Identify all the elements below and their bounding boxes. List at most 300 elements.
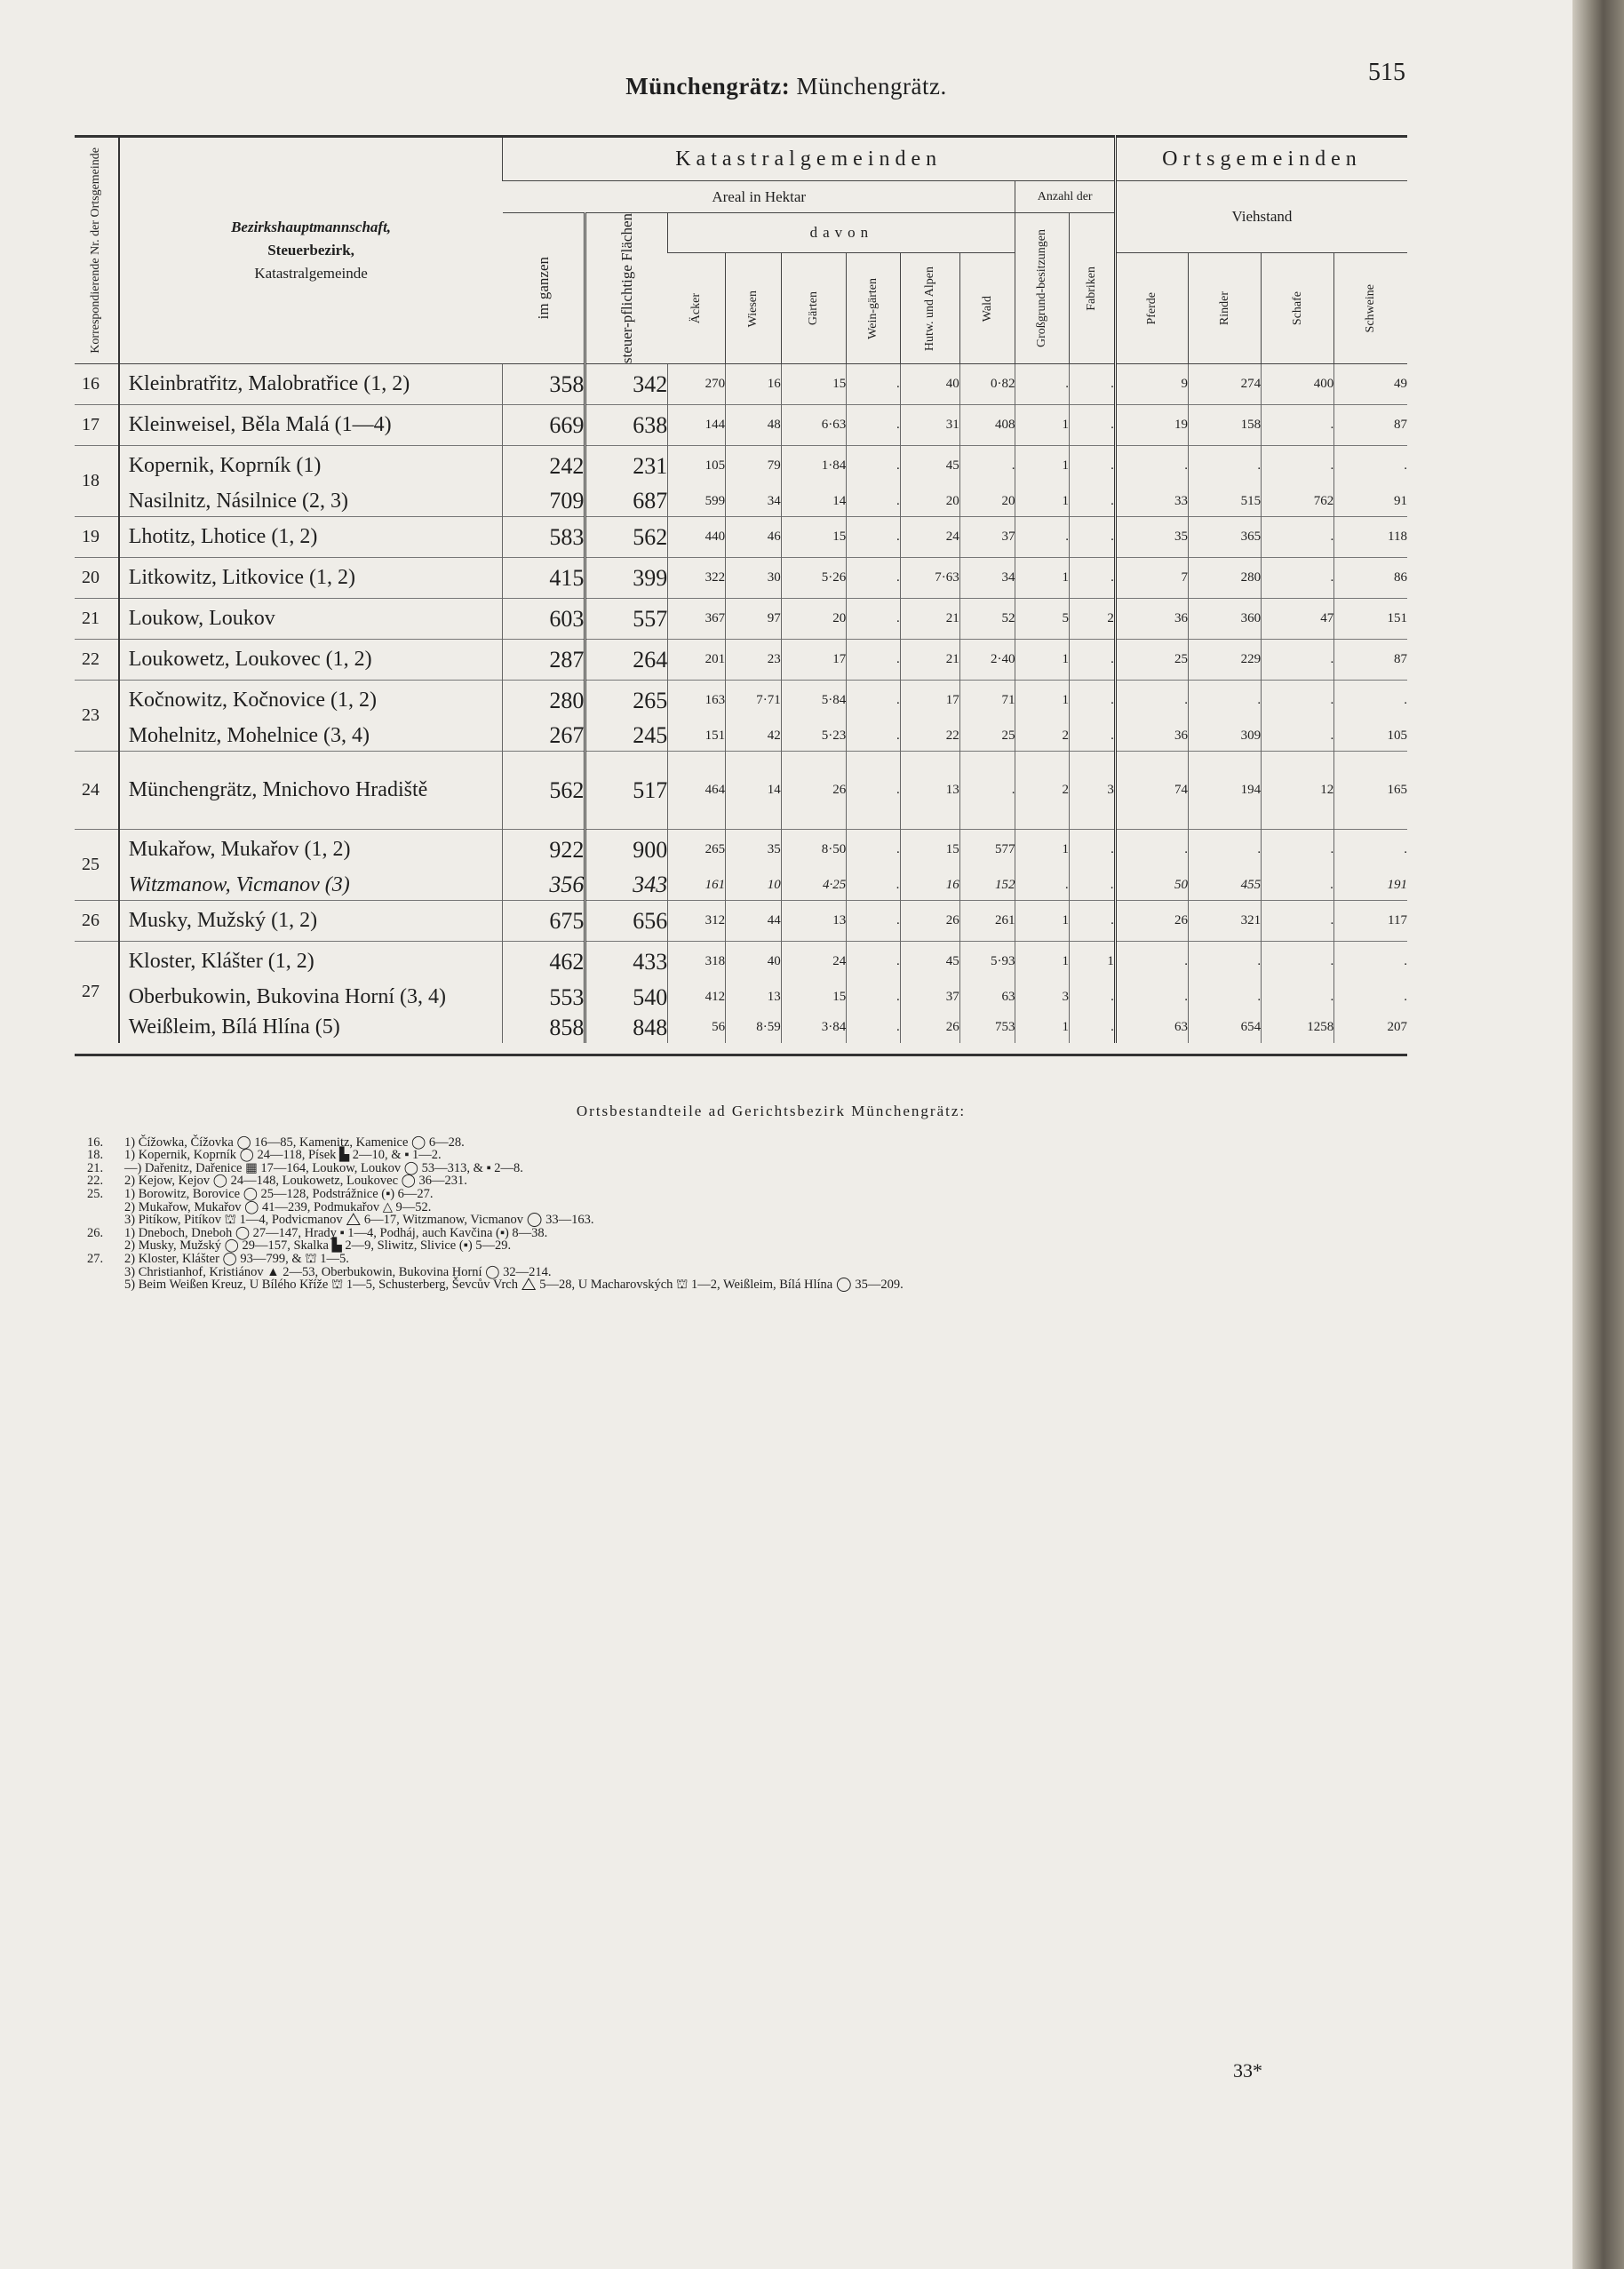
value-cell: . <box>1262 830 1334 871</box>
col-hutweiden: Hutw. und Alpen <box>900 253 959 364</box>
table-row <box>75 446 1407 487</box>
footnote-line <box>87 1253 1455 1266</box>
value-cell: 13 <box>900 752 959 830</box>
value-cell: . <box>1069 721 1115 752</box>
value-cell: . <box>1069 487 1115 517</box>
katastral-group-header: Katastralgemeinden <box>503 137 1115 181</box>
value-cell: 1·84 <box>781 446 846 487</box>
value-cell: . <box>847 1013 901 1043</box>
value-cell: . <box>1069 446 1115 487</box>
value-cell: 207 <box>1334 1013 1407 1043</box>
col-schafe: Schafe <box>1262 253 1334 364</box>
value-cell: . <box>1189 681 1262 721</box>
footer-mark: 33* <box>1233 2059 1262 2082</box>
value-cell: 1 <box>1015 830 1070 871</box>
value-cell: 14 <box>726 752 782 830</box>
value-cell: 20 <box>959 487 1015 517</box>
value-cell: 105 <box>1334 721 1407 752</box>
row-number: 22 <box>75 640 119 681</box>
area-cell: 264 <box>585 640 668 681</box>
footnote-key: 21. <box>87 1160 104 1175</box>
footnotes-list <box>87 1136 1455 1292</box>
vieh-group-header: Viehstand <box>1115 181 1407 253</box>
value-cell: 50 <box>1115 871 1188 901</box>
value-cell: 10 <box>726 871 782 901</box>
table-body <box>75 364 1407 1055</box>
footnote-key: 27. <box>87 1251 104 1266</box>
value-cell: 1 <box>1015 942 1070 983</box>
value-cell: . <box>1262 871 1334 901</box>
value-cell: 1 <box>1015 487 1070 517</box>
value-cell: 36 <box>1115 721 1188 752</box>
value-cell: 1 <box>1015 681 1070 721</box>
footnote-line <box>87 1162 1455 1175</box>
value-cell: 3·84 <box>781 1013 846 1043</box>
row-number: 23 <box>75 681 119 752</box>
footnote-text: 2) Kejow, Kejov ◯ 24—148, Loukowetz, Loukovec ◯ 36—231. <box>124 1174 467 1189</box>
col-grossgrund: Großgrund-besitzungen <box>1015 213 1070 364</box>
value-cell: 515 <box>1189 487 1262 517</box>
value-cell: 87 <box>1334 405 1407 446</box>
value-cell: 0·82 <box>959 364 1015 405</box>
value-cell: 280 <box>1189 558 1262 599</box>
value-cell: 6·63 <box>781 405 846 446</box>
value-cell: . <box>1069 1013 1115 1043</box>
value-cell: 654 <box>1189 1013 1262 1043</box>
footnotes <box>87 1105 1455 1292</box>
area-cell: 669 <box>503 405 585 446</box>
value-cell: 23 <box>726 640 782 681</box>
col-fabriken: Fabriken <box>1069 213 1115 364</box>
footnote-text: 3) Christianhof, Kristiánov ▲ 2—53, Oberbukowin, Bukovina Horní ◯ 32—214. <box>124 1264 552 1279</box>
district-name: Oberbukowin, Bukovina Horní (3, 4) <box>119 983 503 1013</box>
table-row <box>75 681 1407 721</box>
value-cell: 1 <box>1015 446 1070 487</box>
value-cell: 194 <box>1189 752 1262 830</box>
value-cell: 753 <box>959 1013 1015 1043</box>
value-cell: . <box>1334 830 1407 871</box>
area-cell: 287 <box>503 640 585 681</box>
footnote-text: 1) Dneboch, Dneboh ◯ 27—147, Hrady ▪ 1—4, Podháj, auch Kavčina (▪) 8—38. <box>124 1225 548 1240</box>
value-cell: 2 <box>1015 721 1070 752</box>
value-cell: 87 <box>1334 640 1407 681</box>
value-cell: 63 <box>959 983 1015 1013</box>
row-number: 18 <box>75 446 119 517</box>
value-cell: 91 <box>1334 487 1407 517</box>
value-cell: 47 <box>1262 599 1334 640</box>
value-cell: . <box>847 405 901 446</box>
value-cell: 5·26 <box>781 558 846 599</box>
row-number: 24 <box>75 752 119 830</box>
table-row <box>75 364 1407 405</box>
footnote-key: 26. <box>87 1225 104 1240</box>
nr-header: Korrespondierende Nr. der Ortsgemeinde <box>75 137 119 364</box>
scan-edge <box>1572 0 1624 2269</box>
value-cell: . <box>1262 942 1334 983</box>
area-cell: 557 <box>585 599 668 640</box>
value-cell: 42 <box>726 721 782 752</box>
value-cell: 408 <box>959 405 1015 446</box>
value-cell: . <box>959 752 1015 830</box>
value-cell: 25 <box>1115 640 1188 681</box>
value-cell: 5·23 <box>781 721 846 752</box>
value-cell: 191 <box>1334 871 1407 901</box>
district-name: Kloster, Klášter (1, 2) <box>119 942 503 983</box>
table-row <box>75 405 1407 446</box>
value-cell: 400 <box>1262 364 1334 405</box>
value-cell: 13 <box>726 983 782 1013</box>
value-cell: . <box>1189 983 1262 1013</box>
value-cell: 34 <box>726 487 782 517</box>
value-cell: . <box>1262 446 1334 487</box>
table-row <box>75 558 1407 599</box>
value-cell: 79 <box>726 446 782 487</box>
footnote-key: 25. <box>87 1186 104 1201</box>
value-cell: . <box>847 752 901 830</box>
area-cell: 848 <box>585 1013 668 1043</box>
value-cell: . <box>847 558 901 599</box>
col-pferde: Pferde <box>1115 253 1188 364</box>
orts-group-header: Ortsgemeinden <box>1115 137 1407 181</box>
value-cell: 599 <box>668 487 726 517</box>
value-cell: 270 <box>668 364 726 405</box>
value-cell: . <box>847 871 901 901</box>
value-cell: . <box>847 983 901 1013</box>
value-cell: . <box>1189 942 1262 983</box>
value-cell: 20 <box>781 599 846 640</box>
district-name: Mukařow, Mukařov (1, 2) <box>119 830 503 871</box>
value-cell: 201 <box>668 640 726 681</box>
table-row <box>75 752 1407 830</box>
page-number: 515 <box>1368 59 1405 86</box>
value-cell: 52 <box>959 599 1015 640</box>
footnote-text: 1) Borowitz, Borovice ◯ 25—128, Podstrážnice (▪) 6—27. <box>124 1186 434 1201</box>
value-cell: 229 <box>1189 640 1262 681</box>
value-cell: . <box>1262 558 1334 599</box>
value-cell: . <box>1334 942 1407 983</box>
value-cell: 36 <box>1115 599 1188 640</box>
value-cell: 40 <box>726 942 782 983</box>
value-cell: 22 <box>900 721 959 752</box>
area-cell: 517 <box>585 752 668 830</box>
statistics-table <box>75 135 1407 1056</box>
value-cell: 17 <box>781 640 846 681</box>
footnote-text: 5) Beim Weißen Kreuz, U Bílého Kříže ⛫ 1—5, Schusterberg, Ševcův Vrch △ 5—28, U Macharovských ⛫ 1—2, Weißleim, Bílá Hlína ◯ 35—209. <box>124 1278 904 1293</box>
value-cell: 274 <box>1189 364 1262 405</box>
footnote-text: 1) Kopernik, Koprník ◯ 24—118, Písek ▙ 2—10, & ▪ 1—2. <box>124 1148 442 1163</box>
value-cell: . <box>1262 901 1334 942</box>
value-cell: . <box>847 446 901 487</box>
value-cell: . <box>1069 640 1115 681</box>
value-cell: 35 <box>726 830 782 871</box>
value-cell: . <box>847 517 901 558</box>
area-cell: 356 <box>503 871 585 901</box>
area-cell: 562 <box>585 517 668 558</box>
footnote-line <box>87 1201 1455 1214</box>
value-cell: . <box>1262 517 1334 558</box>
value-cell: 7·63 <box>900 558 959 599</box>
value-cell: . <box>1189 446 1262 487</box>
district-name: Litkowitz, Litkovice (1, 2) <box>119 558 503 599</box>
row-number: 27 <box>75 942 119 1043</box>
areal-group-header: Areal in Hektar <box>503 181 1015 213</box>
value-cell: . <box>1189 830 1262 871</box>
value-cell: 365 <box>1189 517 1262 558</box>
value-cell: 63 <box>1115 1013 1188 1043</box>
value-cell: . <box>847 599 901 640</box>
col-weingaerten: Wein-gärten <box>847 253 901 364</box>
value-cell: . <box>847 640 901 681</box>
value-cell: 20 <box>900 487 959 517</box>
area-cell: 675 <box>503 901 585 942</box>
district-name: Kopernik, Koprník (1) <box>119 446 503 487</box>
value-cell: . <box>847 830 901 871</box>
value-cell: . <box>847 901 901 942</box>
value-cell: 3 <box>1015 983 1070 1013</box>
value-cell: . <box>1334 681 1407 721</box>
area-cell: 900 <box>585 830 668 871</box>
col-wald: Wald <box>959 253 1015 364</box>
footnote-text: 1) Čížowka, Čížovka ◯ 16—85, Kamenitz, Kamenice ◯ 6—28. <box>124 1134 465 1150</box>
footnote-line <box>87 1188 1455 1201</box>
district-name: Weißleim, Bílá Hlína (5) <box>119 1013 503 1043</box>
value-cell: 26 <box>1115 901 1188 942</box>
value-cell: 74 <box>1115 752 1188 830</box>
col-wiesen: Wiesen <box>726 253 782 364</box>
value-cell: 45 <box>900 942 959 983</box>
row-number: 21 <box>75 599 119 640</box>
table-row <box>75 517 1407 558</box>
value-cell: 26 <box>900 1013 959 1043</box>
col-im-ganzen: im ganzen <box>503 213 585 364</box>
table-row <box>75 983 1407 1013</box>
value-cell: . <box>1262 721 1334 752</box>
district-name: Kleinweisel, Běla Malá (1—4) <box>119 405 503 446</box>
area-cell: 265 <box>585 681 668 721</box>
district-name: Mohelnitz, Mohelnice (3, 4) <box>119 721 503 752</box>
value-cell: 165 <box>1334 752 1407 830</box>
value-cell: 321 <box>1189 901 1262 942</box>
value-cell: 412 <box>668 983 726 1013</box>
page-title <box>0 73 1572 100</box>
area-cell: 343 <box>585 871 668 901</box>
value-cell: 265 <box>668 830 726 871</box>
value-cell: 163 <box>668 681 726 721</box>
value-cell: 37 <box>959 517 1015 558</box>
value-cell: 161 <box>668 871 726 901</box>
row-number: 16 <box>75 364 119 405</box>
value-cell: 26 <box>781 752 846 830</box>
col-schweine: Schweine <box>1334 253 1407 364</box>
footnote-text: 3) Pitíkow, Pitíkov ⛫ 1—4, Podvicmanov △ 6—17, Witzmanow, Vicmanov ◯ 33—163. <box>124 1213 594 1228</box>
area-cell: 638 <box>585 405 668 446</box>
area-cell: 922 <box>503 830 585 871</box>
value-cell: 158 <box>1189 405 1262 446</box>
value-cell: 24 <box>900 517 959 558</box>
area-cell: 656 <box>585 901 668 942</box>
value-cell: 7·71 <box>726 681 782 721</box>
davon-group-header: davon <box>668 213 1015 253</box>
value-cell: 16 <box>726 364 782 405</box>
value-cell: 455 <box>1189 871 1262 901</box>
table-row <box>75 599 1407 640</box>
value-cell: 1 <box>1015 901 1070 942</box>
value-cell: 8·50 <box>781 830 846 871</box>
footnote-text: 2) Mukařow, Mukařov ◯ 41—239, Podmukařov △ 9—52. <box>124 1199 432 1214</box>
district-name: Nasilnitz, Násilnice (2, 3) <box>119 487 503 517</box>
value-cell: 152 <box>959 871 1015 901</box>
value-cell: . <box>847 681 901 721</box>
value-cell: 7 <box>1115 558 1188 599</box>
district-name: Lhotitz, Lhotice (1, 2) <box>119 517 503 558</box>
value-cell: . <box>1115 983 1188 1013</box>
value-cell: 13 <box>781 901 846 942</box>
value-cell: 5·84 <box>781 681 846 721</box>
area-cell: 280 <box>503 681 585 721</box>
value-cell: 8·59 <box>726 1013 782 1043</box>
value-cell: . <box>959 446 1015 487</box>
value-cell: . <box>1069 558 1115 599</box>
value-cell: 360 <box>1189 599 1262 640</box>
value-cell: 577 <box>959 830 1015 871</box>
value-cell: . <box>1262 405 1334 446</box>
value-cell: . <box>1069 364 1115 405</box>
value-cell: 40 <box>900 364 959 405</box>
value-cell: 5 <box>1015 599 1070 640</box>
value-cell: 3 <box>1069 752 1115 830</box>
value-cell: . <box>1069 405 1115 446</box>
area-cell: 267 <box>503 721 585 752</box>
table-row <box>75 487 1407 517</box>
table-row <box>75 871 1407 901</box>
value-cell: 15 <box>781 983 846 1013</box>
value-cell: . <box>1115 681 1188 721</box>
value-cell: 1 <box>1069 942 1115 983</box>
col-gaerten: Gärten <box>781 253 846 364</box>
footnote-line <box>87 1149 1455 1162</box>
value-cell: 4·25 <box>781 871 846 901</box>
value-cell: . <box>1069 983 1115 1013</box>
footnote-line <box>87 1136 1455 1150</box>
district-name: Witzmanow, Vicmanov (3) <box>119 871 503 901</box>
footnote-line <box>87 1278 1455 1292</box>
value-cell: 1 <box>1015 640 1070 681</box>
area-cell: 553 <box>503 983 585 1013</box>
footnote-text: 2) Musky, Mužský ◯ 29—157, Skalka ▙ 2—9, Sliwitz, Slivice (▪) 5—29. <box>124 1238 512 1254</box>
value-cell: 2 <box>1069 599 1115 640</box>
value-cell: . <box>1334 446 1407 487</box>
value-cell: 105 <box>668 446 726 487</box>
value-cell: 31 <box>900 405 959 446</box>
value-cell: 56 <box>668 1013 726 1043</box>
value-cell: 17 <box>900 681 959 721</box>
value-cell: . <box>1015 871 1070 901</box>
value-cell: 1 <box>1015 405 1070 446</box>
footnote-line <box>87 1239 1455 1253</box>
row-number: 26 <box>75 901 119 942</box>
value-cell: 151 <box>1334 599 1407 640</box>
district-name: Loukowetz, Loukovec (1, 2) <box>119 640 503 681</box>
value-cell: 1 <box>1015 1013 1070 1043</box>
value-cell: 26 <box>900 901 959 942</box>
value-cell: 33 <box>1115 487 1188 517</box>
area-cell: 583 <box>503 517 585 558</box>
value-cell: . <box>1069 681 1115 721</box>
row-number: 20 <box>75 558 119 599</box>
anzahl-group-header: Anzahl der <box>1015 181 1115 213</box>
value-cell: 37 <box>900 983 959 1013</box>
table-row <box>75 1013 1407 1043</box>
value-cell: 5·93 <box>959 942 1015 983</box>
title-rest: Münchengrätz. <box>796 73 947 100</box>
area-cell: 358 <box>503 364 585 405</box>
value-cell: 1258 <box>1262 1013 1334 1043</box>
row-number: 19 <box>75 517 119 558</box>
value-cell: 1 <box>1015 558 1070 599</box>
value-cell: 14 <box>781 487 846 517</box>
table-row <box>75 830 1407 871</box>
value-cell: 322 <box>668 558 726 599</box>
table-row <box>75 942 1407 983</box>
value-cell: 2 <box>1015 752 1070 830</box>
table-row <box>75 640 1407 681</box>
table-row <box>75 901 1407 942</box>
value-cell: 16 <box>900 871 959 901</box>
area-cell: 342 <box>585 364 668 405</box>
area-cell: 687 <box>585 487 668 517</box>
value-cell: 24 <box>781 942 846 983</box>
value-cell: . <box>847 721 901 752</box>
area-cell: 562 <box>503 752 585 830</box>
area-cell: 415 <box>503 558 585 599</box>
value-cell: . <box>1069 871 1115 901</box>
value-cell: 318 <box>668 942 726 983</box>
value-cell: . <box>1115 446 1188 487</box>
value-cell: 309 <box>1189 721 1262 752</box>
footnote-text: —) Dařenitz, Dařenice ▦ 17—164, Loukow, Loukov ◯ 53—313, & ▪ 2—8. <box>124 1160 523 1175</box>
footnote-key: 16. <box>87 1134 104 1150</box>
value-cell: . <box>847 942 901 983</box>
district-name: Kočnowitz, Kočnovice (1, 2) <box>119 681 503 721</box>
value-cell: 9 <box>1115 364 1188 405</box>
value-cell: . <box>1334 983 1407 1013</box>
row-number: 25 <box>75 830 119 901</box>
value-cell: 261 <box>959 901 1015 942</box>
value-cell: 762 <box>1262 487 1334 517</box>
value-cell: 45 <box>900 446 959 487</box>
area-cell: 433 <box>585 942 668 983</box>
value-cell: 151 <box>668 721 726 752</box>
district-name: Kleinbratřitz, Malobratřice (1, 2) <box>119 364 503 405</box>
col-steuerpflichtig: steuer-pflichtige Flächen <box>585 213 668 364</box>
footnotes-heading: Ortsbestandteile ad Gerichtsbezirk Münchengrätz: <box>576 1103 967 1119</box>
footnote-key: 18. <box>87 1148 104 1163</box>
value-cell: 49 <box>1334 364 1407 405</box>
value-cell: . <box>1069 901 1115 942</box>
value-cell: . <box>1262 681 1334 721</box>
value-cell: . <box>1115 942 1188 983</box>
footnote-line <box>87 1174 1455 1188</box>
value-cell: 46 <box>726 517 782 558</box>
value-cell: 97 <box>726 599 782 640</box>
table-row <box>75 721 1407 752</box>
area-cell: 709 <box>503 487 585 517</box>
value-cell: 12 <box>1262 752 1334 830</box>
footnote-line <box>87 1266 1455 1279</box>
footnote-line <box>87 1214 1455 1227</box>
value-cell: 15 <box>781 364 846 405</box>
value-cell: . <box>1069 517 1115 558</box>
